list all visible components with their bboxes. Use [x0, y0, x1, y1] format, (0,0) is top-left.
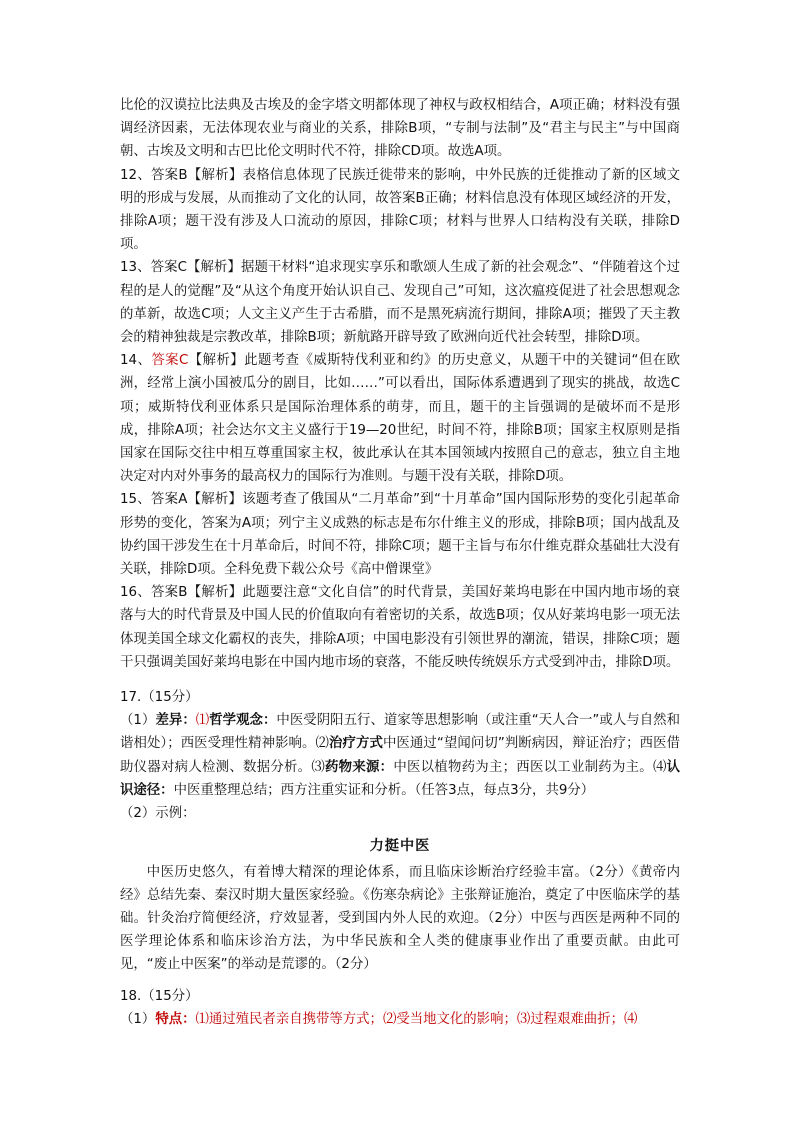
answer-13-prefix: 13、答案C【解析】: [120, 260, 241, 276]
q18-part1-label: 特点：: [155, 1011, 196, 1027]
q18-part1: [120, 1008, 680, 1031]
q17-s3-number: ⑶: [311, 759, 325, 775]
q18-part1-number: （1）: [120, 1011, 156, 1027]
answer-12-body: 表格信息体现了民族迁徙带来的影响，中外民族的迁徙推动了新的区域文明的形成与发展，从而推动了文化的认同，故答案B正确；材料信息没有体现区域经济的开发，排除A项；题干没有涉及人口流动的原因，排除C项；材料与世界人口结构没有关联，排除D项。: [120, 167, 680, 253]
answer-13: [120, 256, 680, 349]
q17-s1-body: 中医受阴阳五行、道家等思想影响（或注重“天人合一”或人与自然和谐相处）；西医受理性精神影响。: [120, 713, 680, 752]
answer-16-prefix: 16、答案B【解析】: [120, 585, 243, 601]
answer-12-prefix: 12、答案B【解析】: [120, 167, 243, 183]
q17-s3-label: 药物来源：: [324, 759, 394, 775]
answer-14: [120, 349, 680, 488]
q17-s2-number: ⑵: [315, 736, 329, 752]
answer-15-prefix: 15、答案A【解析】: [120, 492, 243, 508]
intro-paragraph: 比伦的汉谟拉比法典及古埃及的金字塔文明都体现了神权与政权相结合，A项正确；材料没有强调经济因素，无法体现农业与商业的关系，排除B项，“专制与法制”及“君主与民主”与中国商朝、古埃及文明和古巴比伦文明时代不符，排除CD项。故选A项。: [120, 98, 680, 160]
q17-s1-number: ⑴: [195, 713, 210, 729]
essay-body: 中医历史悠久，有着博大精深的理论体系，而且临床诊断治疗经验丰富。（2分）《黄帝内经》总结先秦、秦汉时期大量医家经验。《伤寒杂病论》主张辩证施治，奠定了中医临床学的基础。针灸治疗简便经济，疗效显著，受到国内外人民的欢迎。（2分）中医与西医是两种不同的医学理论体系和临床诊治方法，为中华民族和全人类的健康事业作出了重要贡献。由此可见，“废止中医案”的举动是荒谬的。（2分）: [120, 864, 680, 973]
answer-16: [120, 581, 680, 674]
answer-15: [120, 488, 680, 581]
answer-14-body: 此题考查《威斯特伐利亚和约》的历史意义，从题干中的关键词“但在欧洲，经常上演小国被瓜分的剧目，比如……”可以看出，国际体系遭遇到了现实的挑战，故选C项；威斯特伐利亚体系只是国际治理体系的萌芽，而且，题干的主旨强调的是破坏而不是形成，排除A项；社会达尔文主义盛行于19—20世纪，时间不符，排除B项；国家主权原则是指国家在国际交往中相互尊重国家主权，彼此承认在其本国领域内按照自己的意志，独立自主地决定对内对外事务的最高权力的国际行为准则。与题干没有关联，排除D项。: [120, 353, 681, 485]
q17-s4-label: 认识途径：: [120, 759, 681, 798]
q17-heading: 17.（15分）: [120, 690, 199, 706]
q17-s4-number: ⑷: [652, 759, 667, 775]
q18-heading: 18.（15分）: [120, 988, 199, 1004]
answer-15-body: 该题考查了俄国从“二月革命”到“十月革命”国内国际形势的变化引起革命形势的变化，答案为A项；列宁主义成熟的标志是布尔什维主义的形成，排除B项；国内战乱及协约国干涉发生在十月革命后，时间不符，排除C项；题干主旨与布尔什维克群众基础壮大没有关联，排除D项。全科免费下载公众号《高中僧课堂》: [120, 492, 681, 578]
answer-12: [120, 164, 680, 257]
q17-s1-label: 哲学观念：: [209, 713, 277, 729]
document-page: [120, 94, 680, 1031]
q17-s4-body: 中医重整理总结；西方注重实证和分析。（任答3点，每点3分，共9分）: [173, 782, 595, 798]
q17-s2-body: 中医通过“望闻问切”判断病因，辩证治疗；西医借助仪器对病人检测、数据分析。: [120, 736, 681, 775]
q17-part1-number: （1）: [120, 713, 156, 729]
answer-14-prefix-red: 答案C: [151, 353, 189, 369]
q17-s2-label: 治疗方式: [329, 736, 383, 752]
q17-s3-body: 中医以植物药为主；西医以工业制药为主。: [393, 759, 653, 775]
q18-part1-body: ⑴通过殖民者亲自携带等方式；⑵受当地文化的影响；⑶过程艰难曲折；⑷: [195, 1011, 638, 1027]
answer-13-body: 据题干材料“追求现实享乐和歌颂人生成了新的社会观念”、“伴随着这个过程的是人的觉醒”及“从这个角度开始认识自己、发现自己”可知，这次瘟疫促进了社会思想观念的革新，故选C项；人文主义产生于古希腊，而不是黑死病流行期间，排除A项；摧毁了天主教会的精神独裁是宗教改革，排除B项；新航路开辟导致了欧洲向近代社会转型，排除D项。: [120, 260, 681, 346]
answer-14-prefix: 14、: [120, 353, 152, 369]
answer-16-body: 此题要注意“文化自信”的时代背景，美国好莱坞电影在中国内地市场的衰落与大的时代背景及中国人民的价值取向有着密切的关系，故选B项；仅从好莱坞电影一项无法体现美国全球文化霸权的丧失，排除A项；中国电影没有引领世界的潮流，错误，排除C项；题干只强调美国好莱坞电影在中国内地市场的衰落，不能反映传统娱乐方式受到冲击，排除D项。: [120, 585, 680, 670]
q17-part1: [120, 709, 680, 802]
q17-part2: （2）示例：: [120, 806, 196, 822]
essay-title: 力挺中医: [369, 838, 431, 855]
answer-14-prefix-after: 【解析】: [188, 353, 245, 369]
q17-part1-label: 差异：: [155, 713, 196, 729]
